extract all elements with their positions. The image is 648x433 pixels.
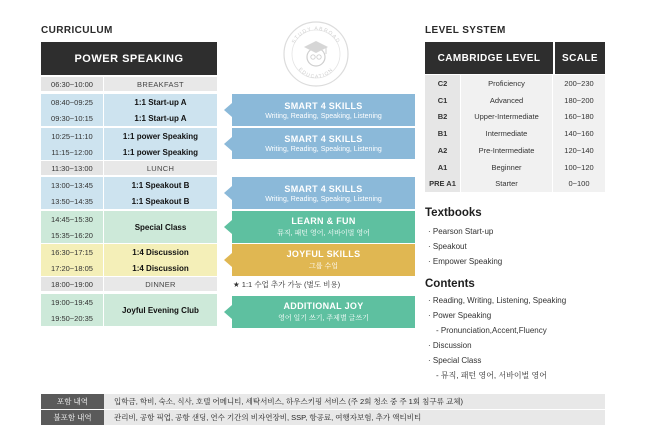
- included-value: 입학금, 학비, 숙소, 식사, 호텔 어메니티, 세탁서비스, 하우스키핑 서비스 (주 2회 청소 중 주 1회 침구류 교체): [104, 394, 605, 409]
- activity-label: Special Class: [134, 222, 187, 232]
- activity-cell: [104, 244, 217, 276]
- time-slot: 15:35~16:20: [51, 230, 93, 240]
- time-cell: [41, 211, 104, 243]
- activity-cell: [104, 211, 217, 243]
- level-code: B2: [425, 108, 461, 125]
- banner-title: JOYFUL SKILLS: [286, 249, 361, 259]
- time-slot: 19:00~19:45: [51, 297, 93, 307]
- banner-arrow-icon: [224, 220, 232, 234]
- activity-cell: [104, 128, 217, 160]
- time-cell: [41, 244, 104, 276]
- level-name: Upper-Intermediate: [461, 108, 553, 125]
- contents-title: Contents: [425, 278, 475, 290]
- contents-list: [428, 293, 566, 383]
- activity-cell: [104, 161, 217, 175]
- list-item: · Discussion: [428, 341, 472, 350]
- schedule-row: [41, 94, 217, 126]
- activity-label: 1:1 Start-up A: [134, 97, 187, 107]
- banner-title: SMART 4 SKILLS: [284, 100, 363, 111]
- level-code: C1: [425, 92, 461, 109]
- textbooks-title: Textbooks: [425, 207, 482, 219]
- time-slot: 13:50~14:35: [51, 196, 93, 206]
- level-name: Pre-Intermediate: [461, 142, 553, 159]
- activity-label: BREAKFAST: [137, 79, 184, 89]
- time-slot: 11:15~12:00: [51, 147, 93, 157]
- list-item: · Empower Speaking: [428, 257, 503, 266]
- level-name: Advanced: [461, 92, 553, 109]
- school-logo: [282, 20, 350, 88]
- banner-title: SMART 4 SKILLS: [284, 134, 363, 144]
- schedule-header: POWER SPEAKING: [41, 42, 217, 75]
- time-cell: [41, 128, 104, 160]
- level-scale: 200~230: [553, 75, 605, 92]
- banner-title: LEARN & FUN: [291, 216, 356, 226]
- level-system-title: LEVEL SYSTEM: [425, 25, 506, 36]
- level-row: [425, 92, 605, 109]
- level-row: [425, 75, 605, 92]
- svg-text:EDUCATION: [297, 67, 335, 80]
- list-item: · Power Speaking: [428, 311, 492, 320]
- banner-title: SMART 4 SKILLS: [284, 183, 363, 194]
- activity-cell: [104, 94, 217, 126]
- level-name: Proficiency: [461, 75, 553, 92]
- banner-subtitle: 영어 일기 쓰기, 주제별 글쓰기: [278, 315, 369, 322]
- level-row: [425, 125, 605, 142]
- banner-subtitle: 그룹 수업: [309, 263, 338, 270]
- time-cell: [41, 77, 104, 91]
- activity-label: 1:1 Speakout B: [131, 180, 190, 190]
- level-name: Starter: [461, 175, 553, 192]
- schedule-row: [41, 211, 217, 243]
- level-scale: 120~140: [553, 142, 605, 159]
- time-slot: 17:20~18:05: [51, 263, 93, 273]
- included-label: 포함 내역: [41, 394, 104, 409]
- time-cell: [41, 294, 104, 326]
- level-row: [425, 175, 605, 192]
- extra-class-note: ★ 1:1 수업 추가 가능 (별도 비용): [233, 280, 341, 289]
- skill-banner: [232, 211, 415, 243]
- time-slot: 18:00~19:00: [51, 279, 93, 289]
- excluded-row: [41, 410, 605, 425]
- included-row: [41, 394, 605, 409]
- curriculum-title: CURRICULUM: [41, 25, 113, 36]
- schedule-row: [41, 161, 217, 175]
- level-scale: 100~120: [553, 159, 605, 176]
- banner-arrow-icon: [224, 103, 232, 117]
- level-code: A2: [425, 142, 461, 159]
- level-code: PRE A1: [425, 175, 461, 192]
- activity-cell: [104, 277, 217, 291]
- activity-label: 1:4 Discussion: [132, 247, 189, 257]
- skill-banner: [232, 177, 415, 209]
- time-slot: 06:30~10:00: [51, 79, 93, 89]
- banner-subtitle: Writing, Reading, Speaking, Listening: [265, 195, 382, 203]
- activity-cell: [104, 177, 217, 209]
- time-slot: 16:30~17:15: [51, 247, 93, 257]
- excluded-label: 불포함 내역: [41, 410, 104, 425]
- activity-label: 1:1 power Speaking: [122, 147, 199, 157]
- list-item: · Speakout: [428, 242, 467, 251]
- banner-subtitle: 뮤직, 패턴 영어, 서바이벌 영어: [277, 230, 370, 237]
- banner-arrow-icon: [224, 253, 232, 267]
- level-name: Beginner: [461, 159, 553, 176]
- banner-subtitle: Writing, Reading, Speaking, Listening: [265, 146, 382, 153]
- cambridge-level-header: CAMBRIDGE LEVEL: [425, 42, 553, 74]
- level-scale: 140~160: [553, 125, 605, 142]
- level-scale: 160~180: [553, 108, 605, 125]
- activity-cell: [104, 294, 217, 326]
- schedule-row: [41, 177, 217, 209]
- level-code: A1: [425, 159, 461, 176]
- list-item: - 뮤직, 패턴 영어, 서바이벌 영어: [436, 371, 547, 380]
- time-slot: 13:00~13:45: [51, 180, 93, 190]
- skill-banner: [232, 94, 415, 126]
- activity-label: 1:4 Discussion: [132, 263, 189, 273]
- level-scale: 0~100: [553, 175, 605, 192]
- banner-subtitle: Writing, Reading, Speaking, Listening: [265, 112, 382, 120]
- time-slot: 08:40~09:25: [51, 97, 93, 107]
- activity-label: 1:1 Start-up A: [134, 113, 187, 123]
- time-slot: 14:45~15:30: [51, 214, 93, 224]
- activity-label: 1:1 Speakout B: [131, 196, 190, 206]
- scale-header: SCALE: [555, 42, 605, 74]
- graduate-logo-icon: [282, 20, 350, 88]
- schedule-row: [41, 277, 217, 291]
- activity-label: LUNCH: [146, 163, 175, 173]
- time-cell: [41, 94, 104, 126]
- activity-label: Joyful Evening Club: [122, 305, 199, 315]
- time-slot: 10:25~11:10: [51, 131, 93, 141]
- banner-arrow-icon: [224, 305, 232, 319]
- skill-banner: [232, 128, 415, 159]
- banner-arrow-icon: [224, 137, 232, 151]
- schedule-row: [41, 294, 217, 326]
- time-slot: 19:50~20:35: [51, 313, 93, 323]
- level-row: [425, 142, 605, 159]
- list-item: · Reading, Writing, Listening, Speaking: [428, 296, 567, 305]
- list-item: · Pearson Start-up: [428, 227, 494, 236]
- banner-arrow-icon: [224, 186, 232, 200]
- time-cell: [41, 177, 104, 209]
- time-slot: 09:30~10:15: [51, 113, 93, 123]
- skill-banner: [232, 244, 415, 276]
- logo-top-text: STUDY ABROAD: [290, 25, 342, 45]
- schedule-row: [41, 244, 217, 276]
- excluded-value: 관리비, 공항 픽업, 공항 샌딩, 연수 기간의 비자연장비, SSP, 항공료, 여행자보험, 추가 액티비티: [104, 410, 605, 425]
- list-item: · Special Class: [428, 356, 482, 365]
- skill-banner: [232, 296, 415, 328]
- schedule-row: [41, 128, 217, 160]
- level-code: C2: [425, 75, 461, 92]
- time-cell: [41, 161, 104, 175]
- activity-cell: [104, 77, 217, 91]
- activity-label: 1:1 power Speaking: [122, 131, 199, 141]
- level-row: [425, 108, 605, 125]
- level-row: [425, 159, 605, 176]
- time-cell: [41, 277, 104, 291]
- logo-bottom-text: EDUCATION: [297, 66, 335, 81]
- level-code: B1: [425, 125, 461, 142]
- schedule-row: [41, 77, 217, 91]
- textbooks-list: [428, 224, 502, 269]
- level-scale: 180~200: [553, 92, 605, 109]
- level-name: Intermediate: [461, 125, 553, 142]
- activity-label: DINNER: [145, 279, 176, 289]
- time-slot: 11:30~13:00: [51, 163, 93, 173]
- list-item: - Pronunciation,Accent,Fluency: [436, 326, 547, 335]
- banner-title: ADDITIONAL JOY: [283, 301, 364, 311]
